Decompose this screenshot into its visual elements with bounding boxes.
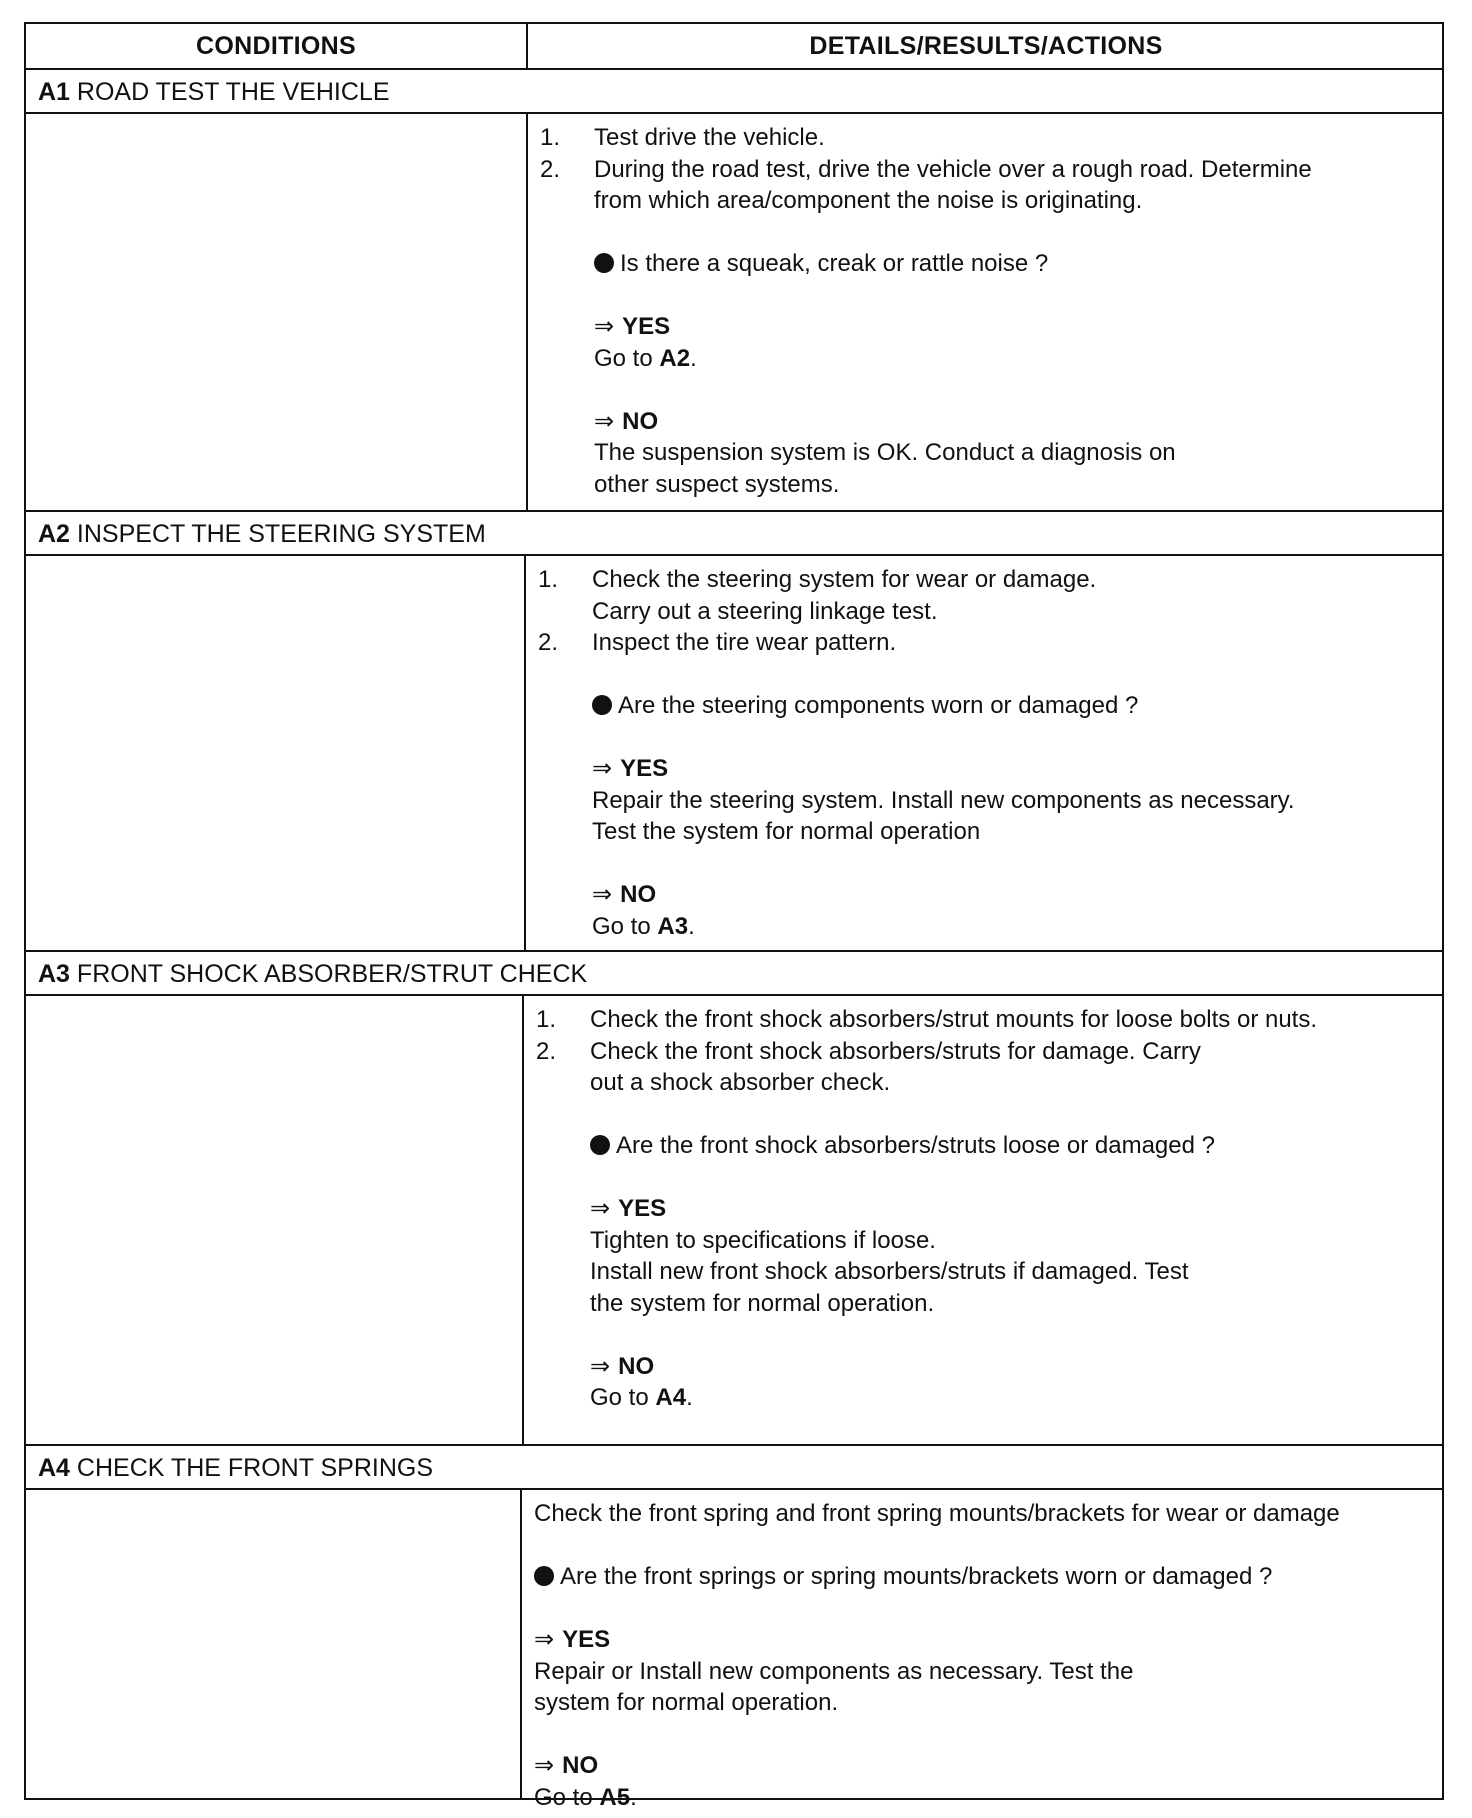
diagnostic-table xyxy=(24,22,1444,1811)
punctuation: . xyxy=(686,1384,693,1411)
arrow-icon: ⇒ xyxy=(590,1352,611,1380)
instruction-item xyxy=(538,627,1428,659)
bullet-icon xyxy=(592,695,612,715)
step-a4-title xyxy=(26,1446,1442,1490)
question-text: Are the front shock absorbers/struts loose or damaged ? xyxy=(616,1132,1215,1159)
yes-text: Install new front shock absorbers/struts if damaged. Test xyxy=(590,1258,1189,1285)
instruction-item xyxy=(536,1004,1432,1036)
step-a3-title xyxy=(26,952,1442,996)
instruction-text: Check the front spring and front spring mounts/brackets for wear or damage xyxy=(534,1500,1340,1527)
punctuation: . xyxy=(690,344,697,372)
item-line: Test drive the vehicle. xyxy=(594,124,825,151)
no-branch xyxy=(536,1351,1432,1414)
step-a1-details xyxy=(540,122,1430,500)
yes-text: Repair or Install new components as necessary. Test the xyxy=(534,1657,1134,1685)
step-a2-body xyxy=(26,556,1442,952)
no-branch xyxy=(540,406,1430,501)
step-id: A1 xyxy=(38,78,70,106)
yes-branch xyxy=(538,753,1428,848)
bullet-icon xyxy=(594,253,614,273)
no-branch xyxy=(538,879,1428,942)
item-line: Check the front shock absorbers/strut mounts for loose bolts or nuts. xyxy=(590,1006,1318,1033)
step-title-text: CHECK THE FRONT SPRINGS xyxy=(76,1454,433,1482)
yes-text: Tighten to specifications if loose. xyxy=(590,1226,936,1254)
arrow-icon: ⇒ xyxy=(590,1195,611,1222)
header-column-divider xyxy=(526,24,528,70)
yes-branch xyxy=(540,311,1430,374)
arrow-icon: ⇒ xyxy=(592,755,613,782)
no-text: Go to xyxy=(592,912,658,940)
question-text: Are the steering components worn or damaged ? xyxy=(618,692,1139,719)
step-a4-details xyxy=(534,1498,1439,1813)
item-number: 1. xyxy=(540,124,561,151)
instruction-item xyxy=(538,564,1428,627)
no-label: NO xyxy=(620,881,657,908)
question-text: Are the front springs or spring mounts/brackets worn or damaged ? xyxy=(560,1563,1273,1590)
yes-label: YES xyxy=(618,1195,667,1222)
bullet-icon xyxy=(534,1566,554,1586)
table-header xyxy=(26,24,1442,70)
yes-label: YES xyxy=(622,313,671,340)
yes-text: the system for normal operation. xyxy=(590,1289,935,1317)
item-line: Check the front shock absorbers/struts for damage. Carry xyxy=(590,1037,1201,1065)
yes-text: Repair the steering system. Install new components as necessary. xyxy=(592,786,1295,814)
item-line: out a shock absorber check. xyxy=(590,1069,891,1096)
bullet-icon xyxy=(590,1135,610,1155)
arrow-icon: ⇒ xyxy=(534,1752,555,1779)
yes-text: Test the system for normal operation xyxy=(592,818,981,845)
item-number: 2. xyxy=(536,1037,557,1065)
item-number: 1. xyxy=(536,1006,557,1033)
step-id: A4 xyxy=(38,1454,70,1482)
conditions-column-header: CONDITIONS xyxy=(196,32,356,60)
yes-text: system for normal operation. xyxy=(534,1689,839,1716)
arrow-icon: ⇒ xyxy=(594,313,615,340)
no-label: NO xyxy=(562,1752,599,1779)
step-title-text: ROAD TEST THE VEHICLE xyxy=(76,78,390,106)
item-number: 2. xyxy=(540,155,561,183)
instruction-item xyxy=(540,122,1430,154)
question xyxy=(536,1130,1432,1162)
punctuation: . xyxy=(688,912,695,940)
step-id: A3 xyxy=(38,960,70,988)
no-text: other suspect systems. xyxy=(594,470,840,498)
instruction-item xyxy=(540,154,1430,217)
goto-ref: A3 xyxy=(657,912,689,940)
step-a4-body xyxy=(26,1490,1442,1811)
yes-text: Go to xyxy=(594,344,660,372)
goto-ref: A4 xyxy=(655,1384,687,1411)
item-line: Inspect the tire wear pattern. xyxy=(592,629,897,656)
no-text: Go to xyxy=(534,1783,600,1811)
details-column-header: DETAILS/RESULTS/ACTIONS xyxy=(809,32,1163,60)
punctuation: . xyxy=(630,1783,637,1811)
no-text: Go to xyxy=(590,1384,656,1411)
question-text: Is there a squeak, creak or rattle noise ? xyxy=(620,250,1049,277)
step-id: A2 xyxy=(38,520,70,548)
item-line: from which area/component the noise is originating. xyxy=(594,187,1143,214)
arrow-icon: ⇒ xyxy=(592,881,613,908)
goto-ref: A2 xyxy=(659,344,691,372)
item-number: 2. xyxy=(538,629,559,656)
question xyxy=(540,248,1430,280)
arrow-icon: ⇒ xyxy=(534,1626,555,1653)
yes-label: YES xyxy=(620,755,669,782)
no-label: NO xyxy=(622,407,659,435)
item-number: 1. xyxy=(538,566,559,593)
instruction-item xyxy=(536,1036,1432,1099)
step-title-text: FRONT SHOCK ABSORBER/STRUT CHECK xyxy=(76,960,588,988)
question xyxy=(534,1561,1439,1593)
no-text: The suspension system is OK. Conduct a diagnosis on xyxy=(594,439,1176,466)
goto-ref: A5 xyxy=(599,1783,631,1811)
step-a2-title xyxy=(26,512,1442,556)
question xyxy=(538,690,1428,722)
no-branch xyxy=(534,1750,1439,1813)
yes-branch xyxy=(534,1624,1439,1719)
yes-branch xyxy=(536,1193,1432,1319)
item-line: During the road test, drive the vehicle over a rough road. Determine xyxy=(594,155,1312,183)
yes-label: YES xyxy=(562,1626,611,1653)
no-label: NO xyxy=(618,1352,655,1380)
step-a3-details xyxy=(536,1004,1432,1414)
step-a3-body xyxy=(26,996,1442,1446)
item-line: Carry out a steering linkage test. xyxy=(592,597,938,625)
step-a1-body xyxy=(26,114,1442,512)
step-a1-title xyxy=(26,70,1442,114)
step-title-text: INSPECT THE STEERING SYSTEM xyxy=(76,520,486,548)
step-a2-details xyxy=(538,564,1428,942)
arrow-icon: ⇒ xyxy=(594,407,615,435)
item-line: Check the steering system for wear or damage. xyxy=(592,566,1097,593)
